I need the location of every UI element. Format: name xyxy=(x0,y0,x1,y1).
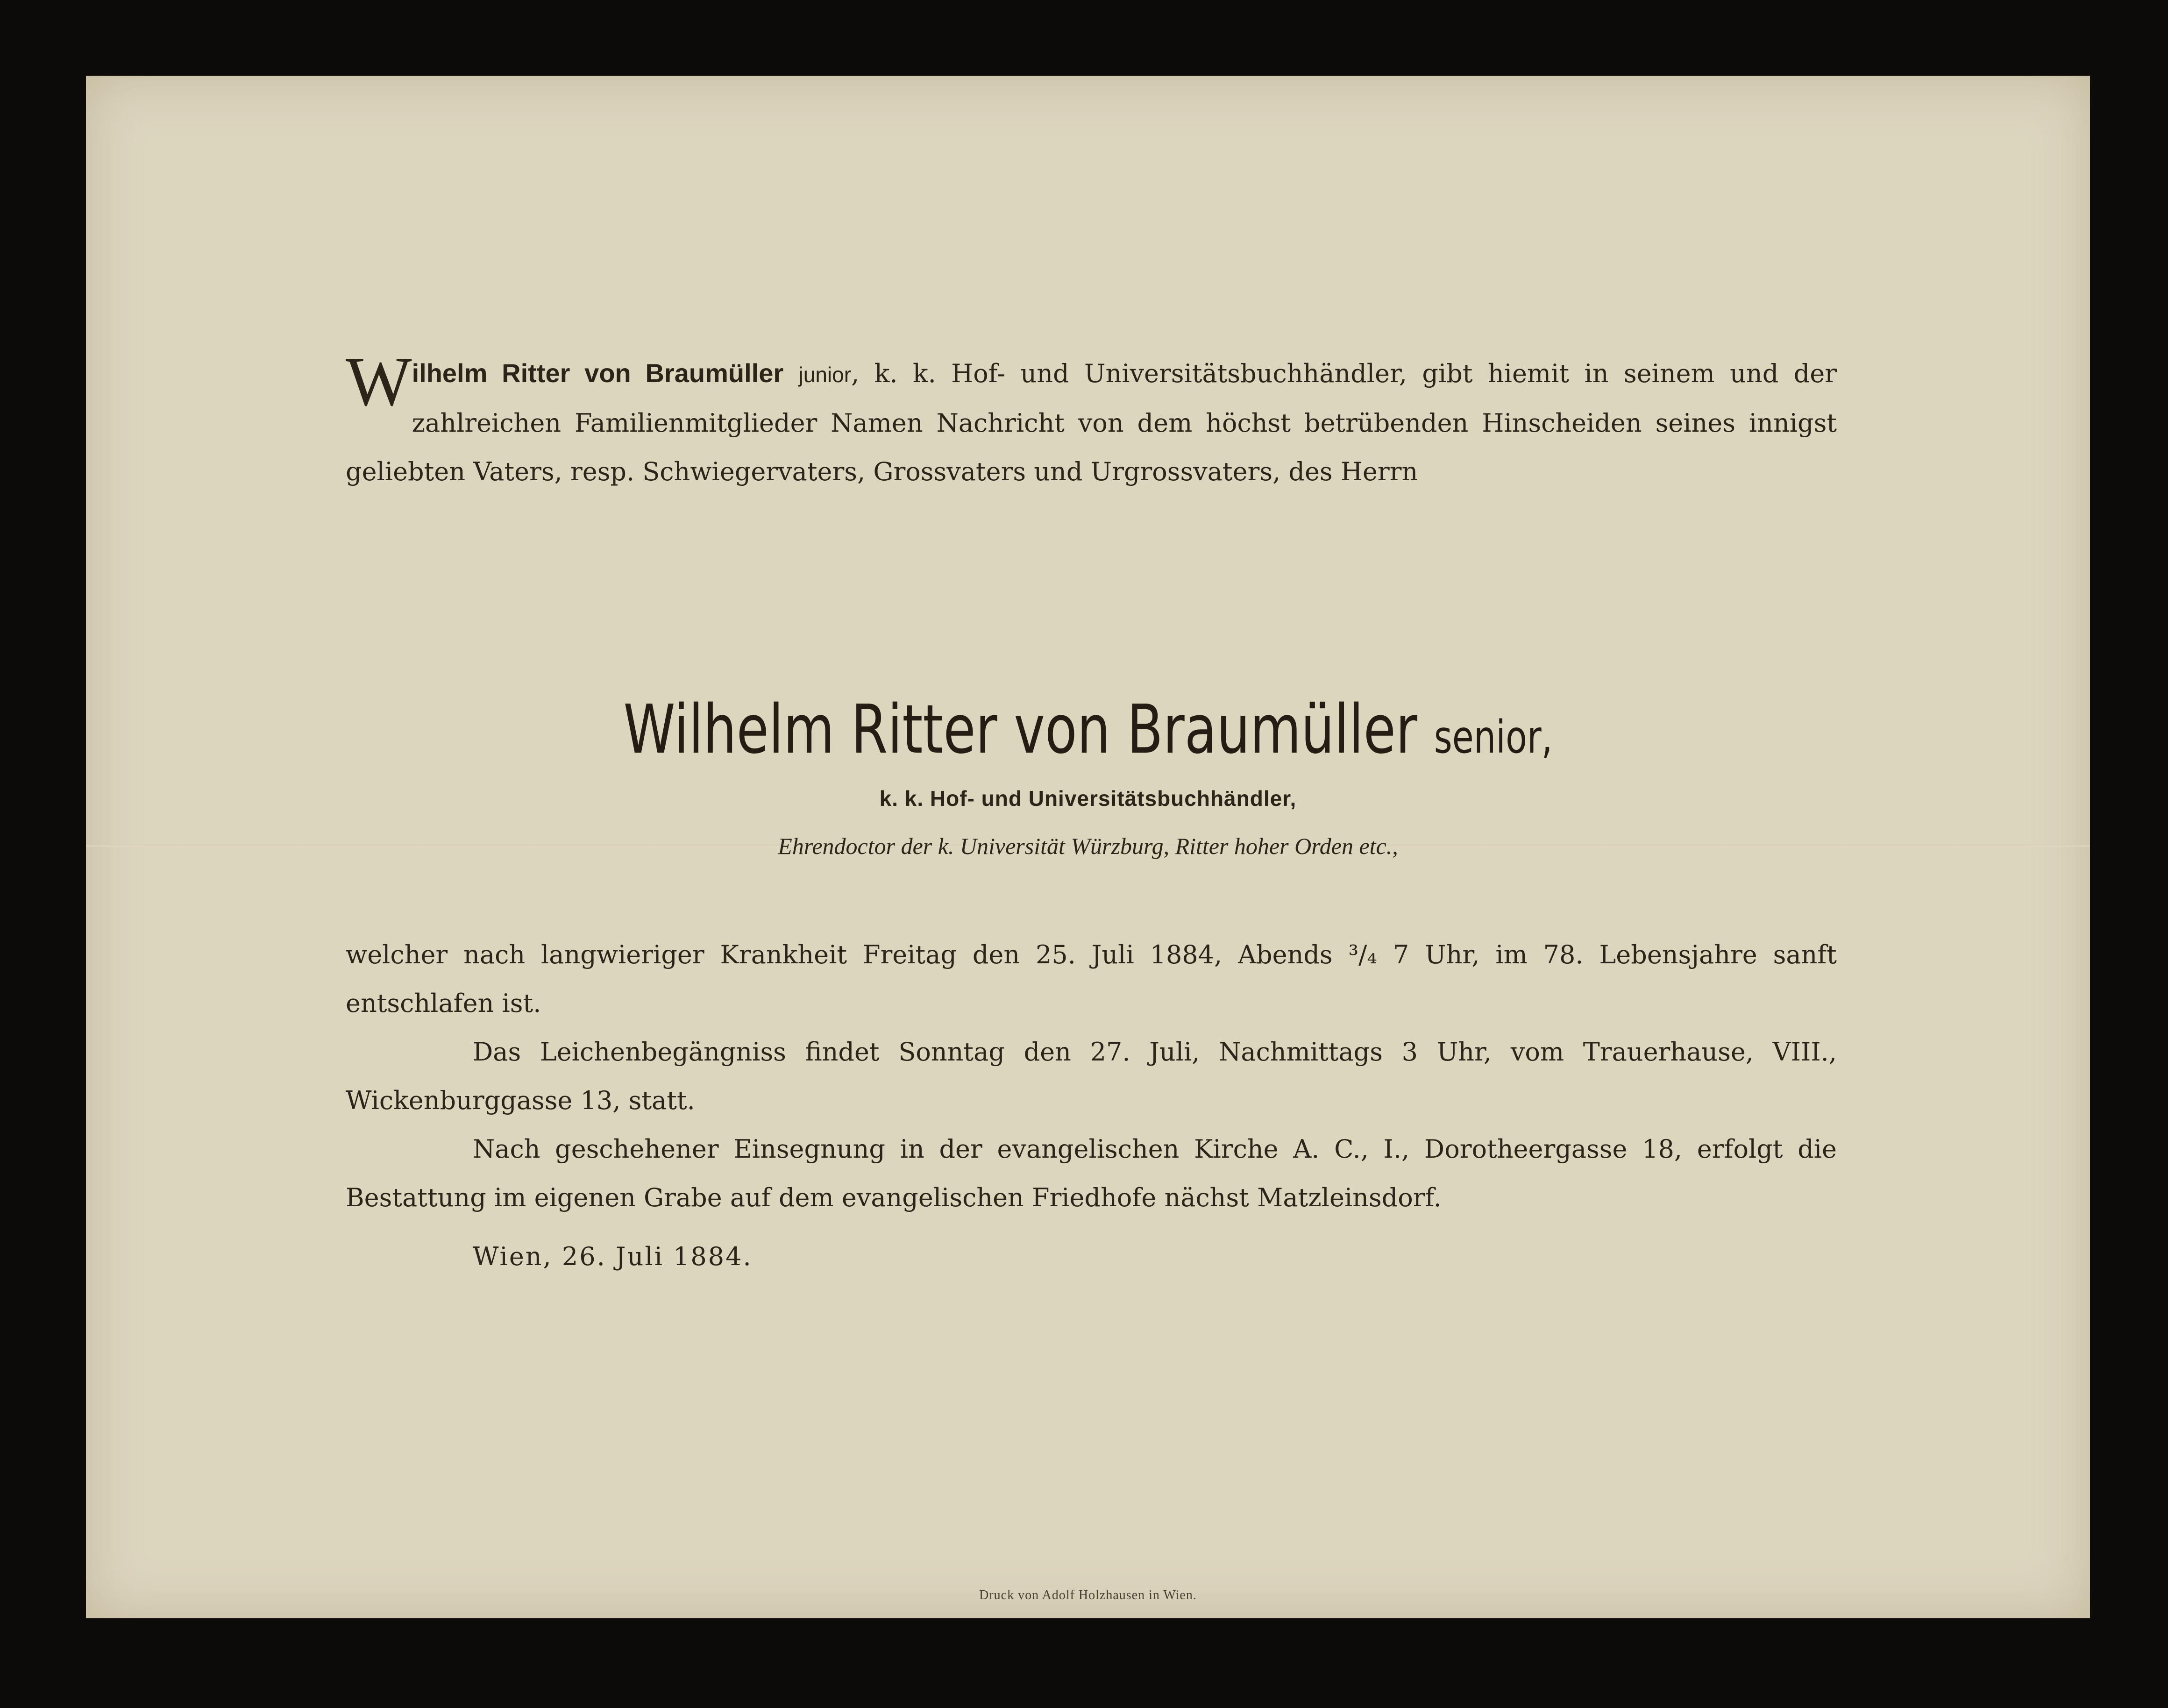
intro-name: ilhelm Ritter von Braumüller xyxy=(412,358,784,388)
initial-capital: W xyxy=(346,343,412,420)
notice-body xyxy=(346,931,1837,1281)
printer-imprint: Druck von Adolf Holzhausen in Wien. xyxy=(979,1588,1197,1602)
intro-suffix: junior xyxy=(798,363,852,387)
deceased-name-line xyxy=(306,690,1869,769)
deceased-title: k. k. Hof- und Universitätsbuchhändler, xyxy=(879,786,1297,811)
deceased-suffix: senior, xyxy=(1434,711,1553,763)
intro-text: , k. k. Hof- und Universitätsbuchhändler, gibt hiemit in seinem und der zahlreichen Familienmitglieder Namen Nachricht von dem höchst betrübenden Hinscheiden seines innigst geliebten Vaters, resp. Schwiegervaters, Grossvaters und Urgrossvaters, des Herrn xyxy=(346,359,1837,486)
intro-paragraph xyxy=(346,343,1837,496)
place-date: Wien, 26. Juli 1884. xyxy=(473,1242,753,1271)
burial-paragraph: Nach geschehener Einsegnung in der evangelischen Kirche A. C., I., Dorotheergasse 18, erfolgt die Bestattung im eigenen Grabe auf dem evangelischen Friedhofe nächst Matzleinsdorf. xyxy=(346,1134,1837,1212)
mourning-notice xyxy=(86,76,2090,1618)
deceased-honors: Ehrendoctor der k. Universität Würzburg, Ritter hoher Orden etc., xyxy=(778,833,1398,859)
deceased-name: Wilhelm Ritter von Braumüller xyxy=(623,690,1418,769)
death-paragraph: welcher nach langwieriger Krankheit Freitag den 25. Juli 1884, Abends ³/₄ 7 Uhr, im 78. Lebensjahre sanft entschlafen ist. xyxy=(346,940,1837,1018)
funeral-paragraph: Das Leichenbegängniss findet Sonntag den 27. Juli, Nachmittags 3 Uhr, vom Trauerhause, VIII., Wickenburggasse 13, statt. xyxy=(346,1037,1837,1115)
